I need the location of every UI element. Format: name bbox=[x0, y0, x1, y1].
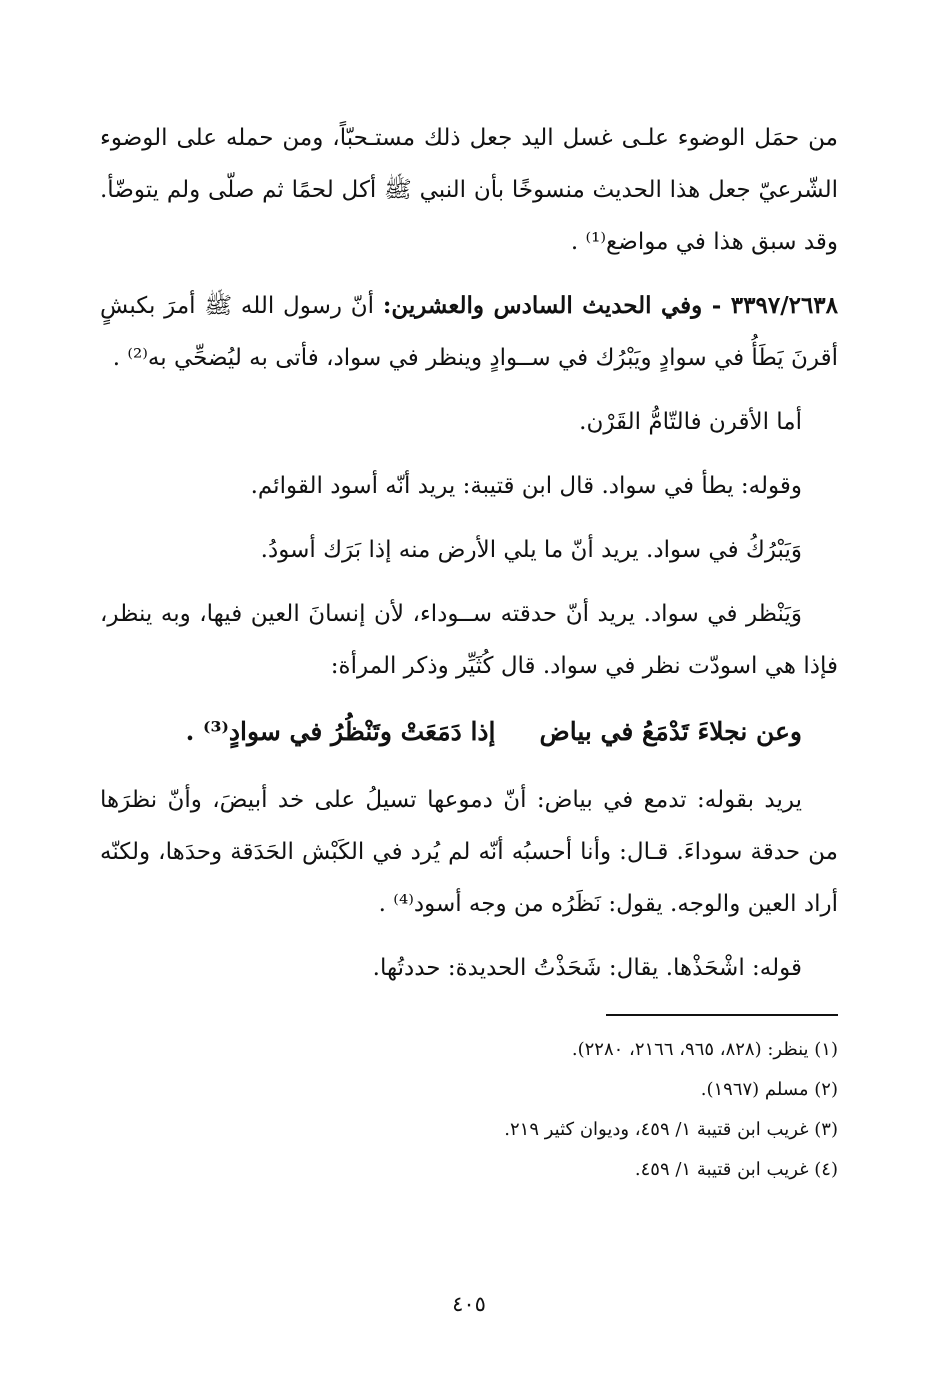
footnote-item: (٣) غريب ابن قتيبة ١/ ٤٥٩، وديوان كثير ٢١٩. bbox=[504, 1119, 838, 1140]
page-content bbox=[100, 112, 838, 1190]
paragraph-3: أما الأقرن فالتّامُّ القَرْن. bbox=[579, 409, 802, 435]
paragraph-8: قوله: اشْحَذْها. يقال: شَحَذْتُ الحديدة: حددتُها. bbox=[372, 955, 802, 981]
hadith-heading: ٣٣٩٧/٢٦٣٨ - وفي الحديث السادس والعشرين: bbox=[382, 292, 839, 319]
footnotes bbox=[100, 1030, 838, 1190]
paragraph-hadith bbox=[100, 280, 838, 384]
footnote-item: (٤) غريب ابن قتيبة ١/ ٤٥٩. bbox=[634, 1159, 838, 1180]
verse-first-hemistich: وعن نجلاءَ تَدْمَعُ في بياض bbox=[539, 717, 802, 746]
poetry-verse bbox=[100, 704, 838, 760]
paragraph-6: وَيَنْظر في سواد. يريد أنّ حدقته ســوداء، لأن إنسانَ العين فيها، وبه ينظر، فإذا هي اسودّت نظر في سواد. قال كُثَيِّر وذكر المرأة: bbox=[100, 601, 838, 679]
paragraph-5: وَيَبْرُكُ في سواد. يريد أنّ ما يلي الأرض منه إذا بَرَك أسودُ. bbox=[260, 537, 802, 563]
page-number: ٤٠٥ bbox=[452, 1292, 486, 1316]
hadith-text: أنّ رسول الله ﷺ أمرَ بكبشٍ أقرنَ يَطَأُ في سوادٍ ويَبْرُك في ســوادٍ وينظر في سواد، فأتى به ليُضحِّي به⁽²⁾ . bbox=[100, 293, 838, 371]
footnote-divider bbox=[606, 1014, 838, 1016]
footnote-item: (٢) مسلم (١٩٦٧). bbox=[700, 1079, 838, 1100]
footnote-item: (١) ينظر: (٨٢٨، ٩٦٥، ٢١٦٦، ٢٢٨٠). bbox=[571, 1039, 838, 1060]
paragraph-4: وقوله: يطأ في سواد. قال ابن قتيبة: يريد أنّه أسود القوائم. bbox=[250, 473, 802, 499]
paragraph-1: من حمَل الوضوء علـى غسل اليد جعل ذلك مستـحبّاً، ومن حمله على الوضوء الشّرعيّ جعل هذا الحديث منسوخًا بأن النبي ﷺ أكل لحمًا ثم صلّى ولم يتوضّأ. وقد سبق هذا في مواضع⁽¹⁾ . bbox=[100, 125, 838, 255]
verse-second-hemistich: إذا دَمَعَتْ وتَنْظُرُ في سوادٍ⁽³⁾ . bbox=[185, 717, 496, 746]
paragraph-7: يريد بقوله: تدمع في بياض: أنّ دموعها تسيلُ على خد أبيضَ، وأنّ نظرَها من حدقة سوداءَ. قـال: وأنا أحسبُه أنّه لم يُرد في الكَبْش الحَدَقة وحدَها، ولكنّه أراد العين والوجه. يقول: نَظَرُه من وجه أسود⁽⁴⁾ . bbox=[100, 787, 838, 917]
